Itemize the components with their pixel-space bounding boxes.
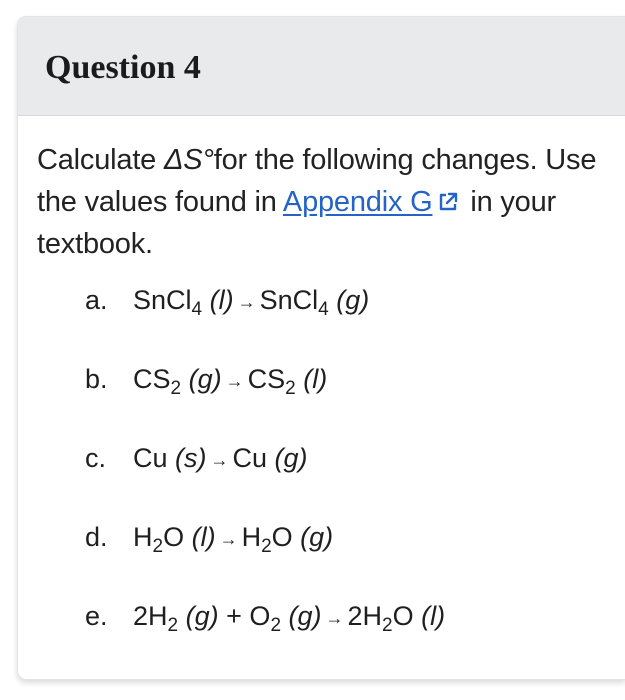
appendix-g-link-label: Appendix G [282,186,433,218]
item-marker: c. [85,443,107,473]
external-link-icon[interactable] [436,184,460,208]
prompt-text-end: in your textbook. [37,186,556,260]
question-title: Question 4 [45,49,201,86]
question-card [17,16,625,680]
reaction-arrow: → [325,608,344,628]
question-prompt [37,139,597,265]
reaction-equation: $2H_2$ $(g) + O_2$ $(g) \to 2H_2O$ (l) [133,601,446,636]
reaction-equation: $CS_2$ $(g) \to CS_2$ (l) [133,364,328,399]
item-marker: e. [85,601,108,631]
delta-s-symbol: ΔS° [163,144,214,176]
reaction-arrow: → [225,371,244,391]
reaction-arrow: → [237,292,256,312]
reaction-equation: SnCl$_4$ (l) → SnCl$_4$ (g) [133,285,370,320]
reaction-equation: Cu (s) → Cu (g) [133,443,308,473]
reaction-arrow: → [210,450,229,470]
item-marker: a. [85,285,108,315]
question-header [18,17,625,116]
item-marker: b. [85,364,108,394]
prompt-text-after: for the following changes. Use the values found in [37,144,597,218]
reaction-arrow: → [219,529,238,549]
reaction-equation: $H_2O$ $(l) \to H_2O$ (g) [133,522,334,557]
appendix-g-link[interactable] [283,186,433,218]
prompt-text-before: Calculate [37,144,164,176]
item-marker: d. [85,522,108,552]
